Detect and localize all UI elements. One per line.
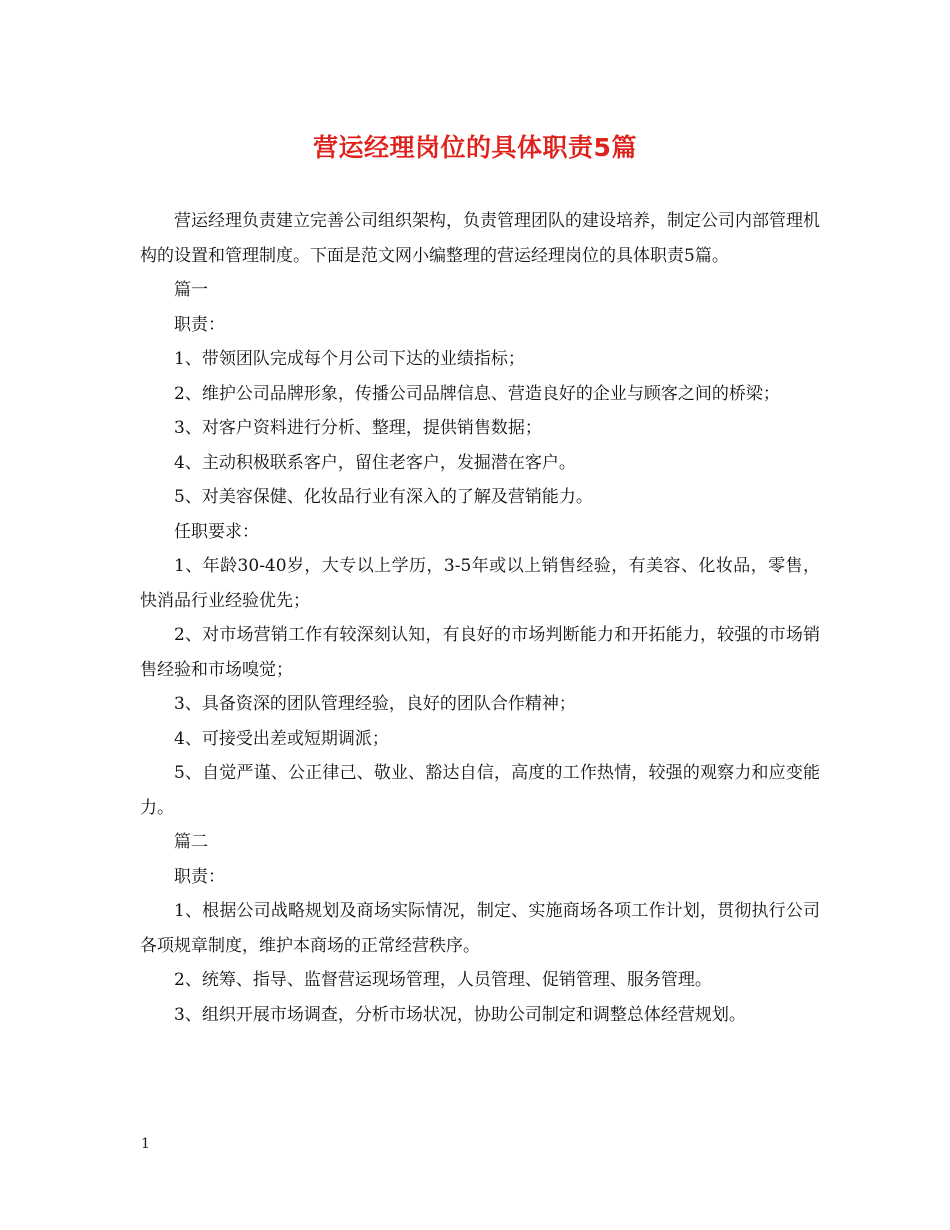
intro-paragraph: 营运经理负责建立完善公司组织架构，负责管理团队的建设培养，制定公司内部管理机构的设置和管理制度。下面是范文网小编整理的营运经理岗位的具体职责5篇。 bbox=[140, 211, 820, 266]
list-item: 2、统筹、指导、监督营运现场管理，人员管理、促销管理、服务管理。 bbox=[174, 970, 712, 990]
requirements-heading: 任职要求： bbox=[174, 521, 259, 542]
list-item: 2、对市场营销工作有较深刻认知，有良好的市场判断能力和开拓能力，较强的市场销售经验和市场嗅觉； bbox=[140, 625, 820, 680]
list-item: 1、年龄30-40岁，大专以上学历，3-5年或以上销售经验，有美容、化妆品，零售，快消品行业经验优先； bbox=[140, 556, 820, 611]
list-item: 5、自觉严谨、公正律己、敬业、豁达自信，高度的工作热情，较强的观察力和应变能力。 bbox=[140, 763, 820, 818]
list-item: 5、对美容保健、化妆品行业有深入的了解及营销能力。 bbox=[174, 487, 593, 507]
list-item: 4、主动积极联系客户，留住老客户，发掘潜在客户。 bbox=[174, 452, 576, 473]
responsibilities-heading: 职责： bbox=[174, 314, 225, 335]
document-title: 营运经理岗位的具体职责5篇 bbox=[313, 133, 637, 162]
document-body bbox=[140, 204, 820, 1032]
list-item: 2、维护公司品牌形象，传播公司品牌信息、营造良好的企业与顾客之间的桥梁； bbox=[174, 383, 780, 404]
responsibilities-heading: 职责： bbox=[174, 866, 225, 887]
page-number: 1 bbox=[141, 1136, 150, 1152]
section-heading-part-two: 篇二 bbox=[174, 832, 208, 852]
list-item: 3、组织开展市场调查，分析市场状况，协助公司制定和调整总体经营规划。 bbox=[174, 1004, 746, 1025]
list-item: 4、可接受出差或短期调派； bbox=[174, 728, 389, 749]
list-item: 3、具备资深的团队管理经验，良好的团队合作精神； bbox=[174, 694, 576, 714]
list-item: 1、根据公司战略规划及商场实际情况，制定、实施商场各项工作计划，贯彻执行公司各项规章制度，维护本商场的正常经营秩序。 bbox=[140, 901, 820, 956]
list-item: 1、带领团队完成每个月公司下达的业绩指标； bbox=[174, 349, 525, 369]
list-item: 3、对客户资料进行分析、整理，提供销售数据； bbox=[174, 418, 542, 438]
section-heading-part-one: 篇一 bbox=[174, 280, 208, 300]
